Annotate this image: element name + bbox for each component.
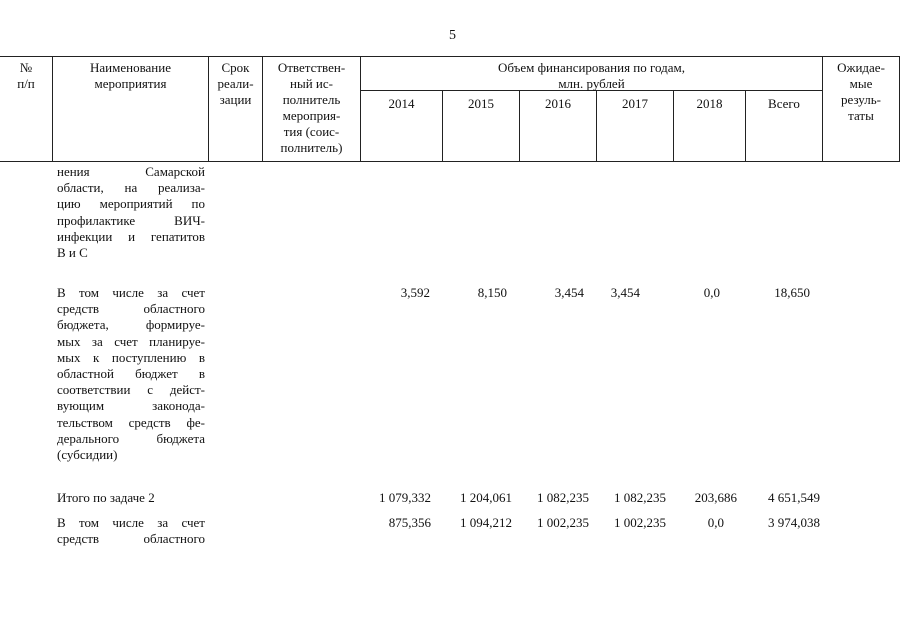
- value-cell: 1 079,332: [379, 490, 431, 505]
- year-2014: 2014: [388, 96, 415, 111]
- value-cell: 3,592: [400, 285, 430, 300]
- page-number: 5: [449, 28, 456, 43]
- value-cell: 18,650: [774, 285, 810, 300]
- year-2016: 2016: [545, 96, 571, 111]
- row-total-description: Итого по задаче 2: [57, 490, 155, 505]
- header-col-funding: Объем финансирования по годам, млн. рублей: [497, 60, 686, 91]
- year-2015: 2015: [468, 96, 494, 111]
- header-col-result: Ожидае- мые резуль- таты: [837, 60, 885, 123]
- value-cell: 3,454: [554, 285, 584, 300]
- value-cell: 1 082,235: [537, 490, 589, 505]
- value-cell: 203,686: [694, 490, 737, 505]
- value-cell: 875,356: [388, 515, 431, 530]
- header-col-responsible: Ответствен- ный ис- полнитель мероприя- тия (соис- полнитель): [277, 60, 346, 155]
- value-cell: 3 974,038: [768, 515, 820, 530]
- value-cell: 1 002,235: [537, 515, 589, 530]
- value-cell: 0,0: [707, 515, 724, 530]
- row-including-description: В том числе за счет средств областного: [57, 515, 205, 547]
- header-col-term: Срок реали- зации: [217, 60, 254, 107]
- value-cell: 3,454: [610, 285, 640, 300]
- header-col-number: № п/п: [17, 60, 35, 91]
- year-2018: 2018: [696, 96, 723, 111]
- header-col-name: Наименование мероприятия: [90, 60, 171, 91]
- value-cell: 1 204,061: [460, 490, 512, 505]
- row-continuation-description: нения Самарской области, на реализа- цию мероприятий по профилактике ВИЧ- инфекции и гепатитов В и С: [57, 164, 205, 261]
- value-cell: 1 082,235: [614, 490, 666, 505]
- value-cell: 1 002,235: [614, 515, 666, 530]
- value-cell: 1 094,212: [460, 515, 512, 530]
- value-cell: 0,0: [703, 285, 720, 300]
- year-2017: 2017: [622, 96, 648, 111]
- row-subsidies-description: В том числе за счет средств областного бюджета, формируе- мых за счет планируе- мых к поступлению в областной бюджет в соответствии с дейст- вующим законода- тельством средств фе- дерального бюджета (субсидии): [57, 285, 205, 463]
- year-total: Всего: [768, 96, 800, 111]
- value-cell: 8,150: [477, 285, 507, 300]
- value-cell: 4 651,549: [768, 490, 820, 505]
